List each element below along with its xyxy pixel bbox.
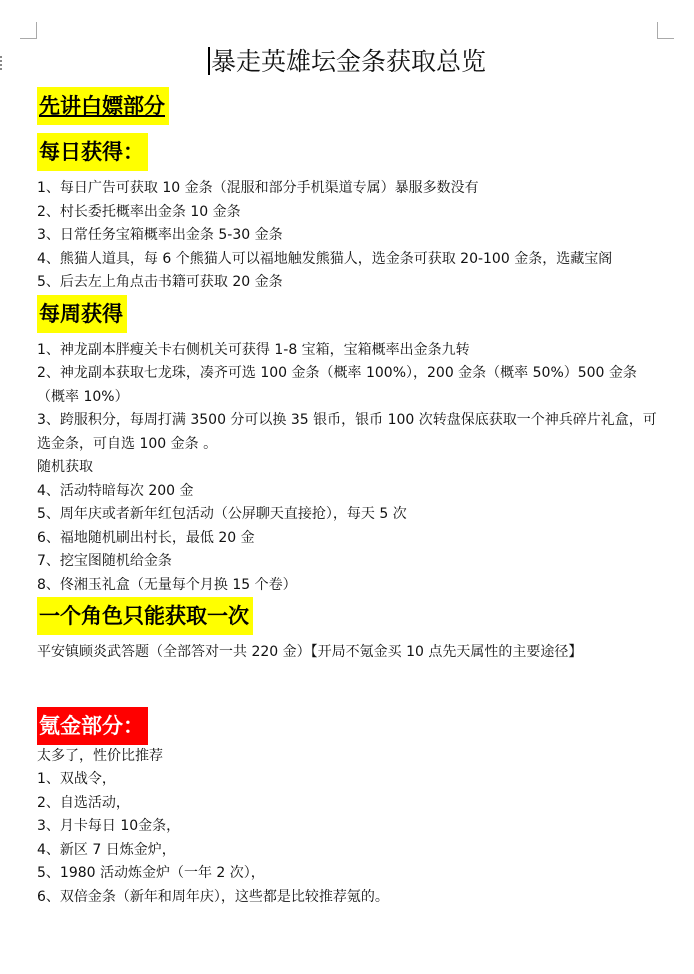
list-item: 1、神龙副本胖瘦关卡右侧机关可获得 1-8 宝箱，宝箱概率出金条九转 (37, 341, 470, 358)
list-item: 2、神龙副本获取七龙珠，凑齐可选 100 金条（概率 100%），200 金条（概率 50%）500 金条（概率 10%） (37, 365, 637, 405)
document-title-text: 暴走英雄坛金条获取总览 (210, 47, 486, 76)
list-item: 5、周年庆或者新年红包活动（公屏聊天直接抢），每天 5 次 (37, 506, 407, 522)
heading-paid-text: 氪金部分： (37, 707, 148, 745)
paid-list (37, 745, 659, 910)
list-item: 2、自选活动， (37, 794, 130, 811)
heading-daily-text: 每日获得： (37, 133, 148, 171)
heading-once-text: 一个角色只能获取一次 (37, 597, 253, 635)
list-item: 5、1980 活动炼金炉（一年 2 次）， (37, 865, 265, 881)
list-item: 3、月卡每日 10金条， (37, 818, 181, 834)
list-item: 4、活动特暗每次 200 金 (37, 482, 194, 499)
document-body[interactable] (37, 87, 659, 909)
list-item: 4、新区 7 日炼金炉， (37, 841, 176, 858)
list-item: 6、福地随机刷出村长，最低 20 金 (37, 529, 255, 546)
heading-once (37, 597, 659, 635)
document-title[interactable] (0, 44, 694, 80)
heading-free-text: 先讲白嫖部分 (37, 87, 169, 125)
list-item: 3、跨服积分，每周打满 3500 分可以换 35 银币，银币 100 次转盘保底获取一个神兵碎片礼盒，可选金条，可自选 100 金条 。 (37, 412, 657, 452)
paid-intro: 太多了，性价比推荐 (37, 747, 163, 764)
heading-free-section (37, 87, 659, 125)
heading-weekly (37, 295, 659, 333)
list-item: 4、熊猫人道具，每 6 个熊猫人可以福地触发熊猫人，选金条可获取 20-100 金条，选藏宝阁 (37, 250, 613, 267)
list-item: 3、日常任务宝箱概率出金条 5-30 金条 (37, 227, 283, 243)
margin-corner-mark (20, 22, 37, 39)
list-item: 7、挖宝图随机给金条 (37, 553, 172, 569)
random-label: 随机获取 (37, 459, 93, 475)
heading-daily (37, 133, 659, 171)
heading-paid (37, 707, 659, 745)
list-item: 1、每日广告可获取 10 金条（混服和部分手机渠道专属）暴服多数没有 (37, 180, 479, 196)
list-item: 6、双倍金条（新年和周年庆），这些都是比较推荐氪的。 (37, 888, 389, 905)
list-item: 1、双战令， (37, 771, 116, 787)
list-item: 5、后去左上角点击书籍可获取 20 金条 (37, 274, 283, 290)
margin-corner-mark (657, 22, 674, 39)
once-text: 平安镇顾炎武答题（全部答对一共 220 金）【开局不氪金买 10 点先天属性的主要途径】 (37, 644, 583, 660)
daily-list (37, 177, 659, 295)
weekly-list (37, 339, 659, 598)
heading-weekly-text: 每周获得 (37, 295, 127, 333)
list-item: 2、村长委托概率出金条 10 金条 (37, 203, 241, 220)
list-item: 8、佟湘玉礼盒（无量每个月换 15 个卷） (37, 576, 297, 593)
text-cursor (208, 47, 210, 75)
